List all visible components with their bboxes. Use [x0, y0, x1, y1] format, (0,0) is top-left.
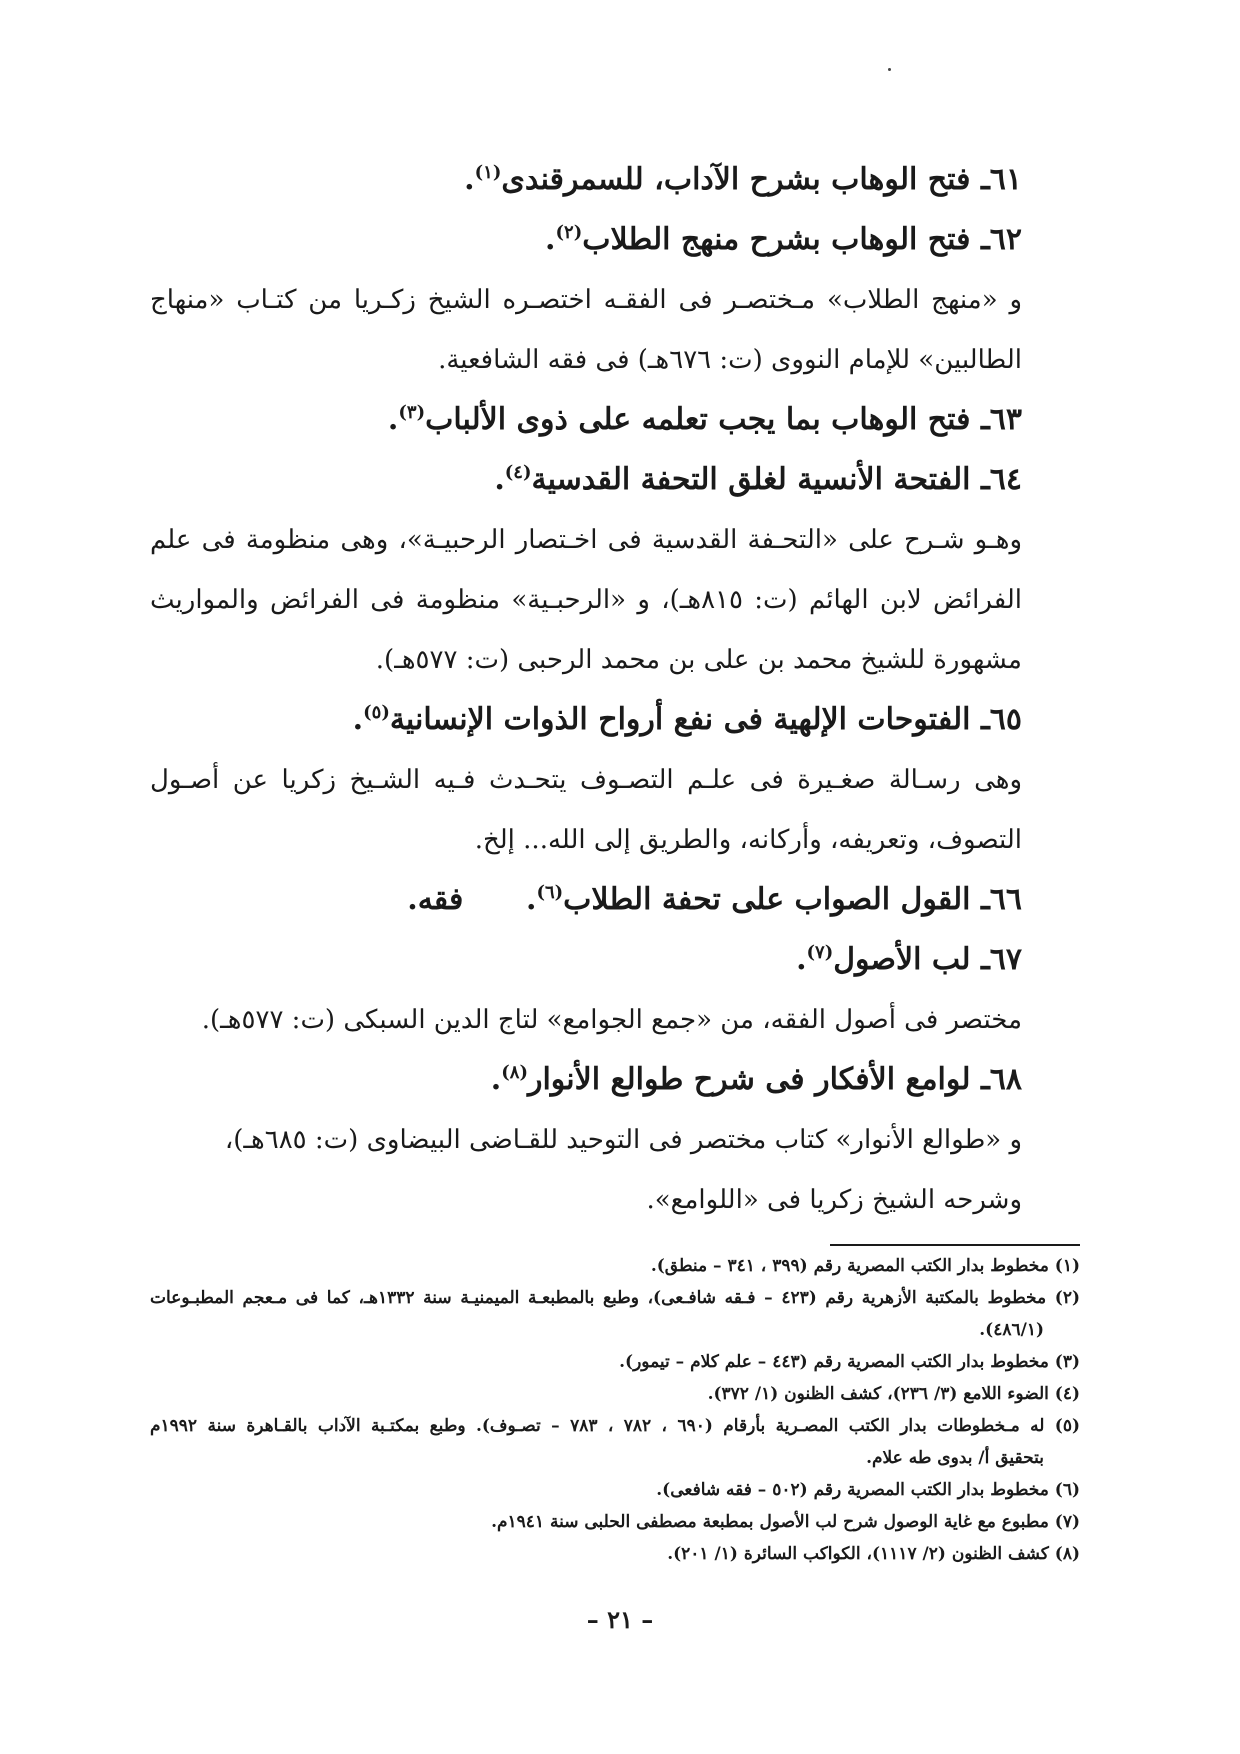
footnote-8: (٨) كشف الظنون (٢/ ١١١٧)، الكواكب السائرة (١/ ٢٠١).: [667, 1544, 1080, 1564]
entry-end: .: [464, 162, 475, 197]
entry-62-heading: [150, 210, 1080, 270]
entry-68-description: [150, 1110, 1080, 1230]
entry-number: ٦١ـ: [980, 162, 1022, 197]
entry-number: ٦٣ـ: [980, 402, 1022, 437]
footnotes: [150, 1250, 1080, 1570]
entry-67-description: [150, 990, 1080, 1050]
entry-66-heading: [150, 870, 1080, 930]
entry-number: ٦٢ـ: [980, 222, 1022, 257]
footnote-4: (٤) الضوء اللامع (٣/ ٢٣٦)، كشف الظنون (١/ ٣٧٢).: [707, 1384, 1080, 1404]
footnote-1: (١) مخطوط بدار الكتب المصرية رقم (٣٩٩ ، ٣٤١ – منطق).: [650, 1256, 1080, 1276]
entry-title: فتح الوهاب بشرح منهج الطلاب: [582, 222, 971, 257]
entry-67-heading: [150, 930, 1080, 990]
paragraph-line: وشرحه الشيخ زكريا فى «اللوامع».: [646, 1185, 1022, 1215]
entry-62-description: [150, 270, 1080, 390]
document-page: [150, 150, 1080, 1570]
footnote-ref[interactable]: (٢): [555, 222, 583, 243]
entry-title: لب الأصول: [833, 942, 971, 977]
entry-number: ٦٤ـ: [980, 462, 1022, 497]
footnote-ref[interactable]: (١): [474, 162, 502, 183]
entry-number: ٦٨ـ: [980, 1062, 1022, 1097]
entry-end: . فقه.: [407, 882, 537, 917]
footnote-5: (٥) له مـخطوطات بدار الكتب المصـرية بأرقام (٦٩٠ ، ٧٨٢ ، ٧٨٣ – تصـوف). وطبع بمكتـبة الآداب بالقـاهرة سنة ١٩٩٢م: [150, 1416, 1080, 1436]
entry-end: .: [545, 222, 556, 257]
footnote-5-continued: بتحقيق أ/ بدوى طه علام.: [866, 1448, 1044, 1468]
footnote-ref[interactable]: (٨): [501, 1062, 528, 1083]
entry-title: الفتحة الأنسية لغلق التحفة القدسية: [531, 462, 971, 497]
paragraph-line: و «طوالع الأنوار» كتاب مختصر فى التوحيد للقـاضى البيضاوى (ت: ٦٨٥هـ)،: [224, 1125, 1022, 1155]
entry-end: .: [490, 1062, 502, 1097]
entry-61-heading: [150, 150, 1080, 210]
paragraph-line: الفرائض لابن الهائم (ت: ٨١٥هـ)، و «الرحبـية» منظومة فى الفرائض والمواريث: [150, 585, 1023, 615]
entry-64-heading: [150, 450, 1080, 510]
entry-end: .: [494, 462, 505, 497]
stray-dot: [888, 68, 891, 71]
paragraph-line: مشهورة للشيخ محمد بن على بن محمد الرحبى (ت: ٥٧٧هـ).: [375, 645, 1022, 675]
footnote-separator: [830, 1244, 1080, 1246]
entry-title: القول الصواب على تحفة الطلاب: [563, 882, 971, 917]
entry-end: .: [387, 402, 399, 437]
footnote-3: (٣) مخطوط بدار الكتب المصرية رقم (٤٤٣ – علم كلام – تيمور).: [619, 1352, 1080, 1372]
paragraph-line: الطالبين» للإمام النووى (ت: ٦٧٦هـ) فى فقه الشافعية.: [438, 345, 1022, 375]
paragraph-line: التصوف، وتعريفه، وأركانه، والطريق إلى الله... إلخ.: [474, 825, 1022, 855]
paragraph-line: وهـو شـرح على «التحـفة القدسية فى اخـتصار الرحبيـة»، وهى منظومة فى علم: [150, 525, 1022, 555]
footnote-ref[interactable]: (٧): [806, 942, 834, 963]
entry-number: ٦٧ـ: [980, 942, 1022, 977]
entry-title: فتح الوهاب بما يجب تعلمه على ذوى الألباب: [425, 402, 971, 437]
footnote-ref[interactable]: (٤): [504, 462, 532, 483]
entry-68-heading: [150, 1050, 1080, 1110]
footnote-7: (٧) مطبوع مع غاية الوصول شرح لب الأصول بمطبعة مصطفى الحلبى سنة ١٩٤١م.: [491, 1512, 1080, 1532]
entry-63-heading: [150, 390, 1080, 450]
entry-64-description: [150, 510, 1080, 690]
entry-number: ٦٥ـ: [980, 702, 1022, 737]
entry-title: الفتوحات الإلهية فى نفع أرواح الذوات الإنسانية: [389, 702, 971, 737]
entry-number: ٦٦ـ: [980, 882, 1022, 917]
footnote-2-continued: (٤٨٦/١).: [979, 1320, 1044, 1340]
page-number: – ٢١ –: [586, 1605, 654, 1634]
footnote-ref[interactable]: (٦): [536, 882, 564, 903]
paragraph-line: و «منهج الطلاب» مـختصـر فى الفقـه اختصـره الشيخ زكـريا من كتـاب «منهاج: [150, 285, 1022, 315]
footnote-6: (٦) مخطوط بدار الكتب المصرية رقم (٥٠٢ – فقه شافعى).: [656, 1480, 1080, 1500]
entry-65-description: [150, 750, 1080, 870]
paragraph-line: مختصر فى أصول الفقه، من «جمع الجوامع» لتاج الدين السبكى (ت: ٥٧٧هـ).: [201, 1005, 1022, 1035]
footnote-ref[interactable]: (٣): [398, 402, 426, 423]
entry-title: لوامع الأفكار فى شرح طوالع الأنوار: [527, 1062, 971, 1097]
entry-end: .: [352, 702, 364, 737]
entry-65-heading: [150, 690, 1080, 750]
footnote-2: (٢) مخطوط بالمكتبة الأزهرية رقم (٤٢٣ – فـقه شافـعى)، وطبع بالمطبعـة الميمنيـة سنة ١٣٣٢هـ، كما فى مـعجم المطبـوعات: [150, 1288, 1080, 1308]
paragraph-line: وهى رسـالة صغـيرة فى علـم التصـوف يتحـدث فـيه الشـيخ زكريا عن أصـول: [150, 765, 1023, 795]
entry-end: .: [796, 942, 807, 977]
entry-title: فتح الوهاب بشرح الآداب، للسمرقندى: [501, 162, 971, 197]
footnote-ref[interactable]: (٥): [363, 702, 390, 723]
